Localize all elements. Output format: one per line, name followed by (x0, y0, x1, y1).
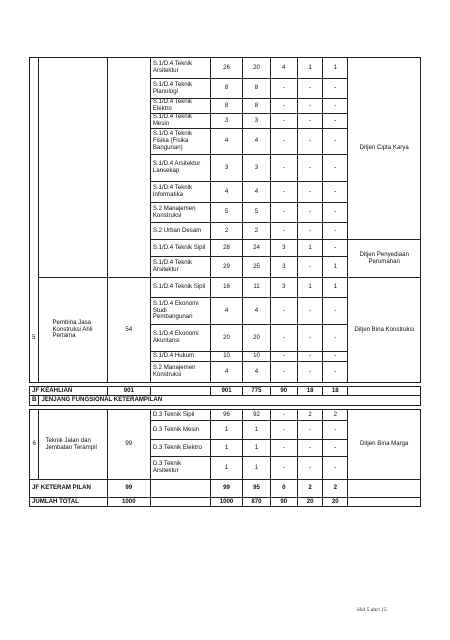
table-row: D.3 Teknik Arsitektur 1 1 - - - (30, 457, 421, 480)
group-5-number: 5 (32, 334, 36, 341)
table-row: S.1/D.4 Teknik Arsitektur 26 20 4 1 1 Ditjen Cipta Karya (30, 58, 421, 79)
table-row: S.1/D.4 Teknik Informatika 4 4 - - - (30, 182, 421, 203)
table-row: S.1/D.4 Hukum 10 10 - - - (30, 352, 421, 362)
table-row: S.2 Manajemen Konstruksi 4 4 - - - (30, 362, 421, 383)
table-row: S.1/D.4 Ekonomi Akuntansi 20 20 - - - (30, 325, 421, 352)
unit-kerja-cell: Ditjen Penyediaan Perumahan (348, 240, 421, 278)
table-row: S.1/D.4 Teknik Sipil 28 24 3 1 - Ditjen Penyediaan Perumahan (30, 240, 421, 257)
unit-kerja-cell: Ditjen Bina Konstruksi (348, 278, 421, 383)
group-name-cell: Teknik Jalan dan Jembatan Terampil (39, 410, 107, 480)
table-row: D.3 Teknik Elektro 1 1 - - - (30, 440, 421, 457)
jf-keahlian-row: JF KEAHLIAN 901 901 775 90 18 18 (30, 387, 421, 396)
table-row: S.1/D.4 Ekonomi Studi Pembangunan 4 4 - - - (30, 298, 421, 325)
summary-table (29, 386, 421, 507)
table-row: S.1/D.4 Teknik Elektro 8 8 - - - (30, 99, 421, 114)
table-row: S.1/D.4 Teknik Arsitektur 29 25 3 - 1 (30, 257, 421, 278)
table-row: S.1/D.4 Teknik Fisika (Fisika Bangunan) 4 4 - - - (30, 129, 421, 155)
group-name-cell: Pembina Jasa Konstruksi Ahli Pertama (39, 278, 107, 383)
table-row: S.1/D.4 Teknik Planologi 8 8 - - - (30, 79, 421, 99)
table-row: D.3 Teknik Mesin 1 1 - - - (30, 421, 421, 440)
table-row: Pembina Jasa Konstruksi Ahli Pertama 54 S.1/D.4 Teknik Sipil 16 11 3 1 1 Ditjen Bina Konstruksi (30, 278, 421, 298)
table-row: S.1/D.4 Teknik Mesin 3 3 - - - (30, 114, 421, 129)
jabatan-cell: S.1/D.4 Teknik Arsitektur (150, 58, 210, 79)
table-row: 6 Teknik Jalan dan Jembatan Terampil 99 D.3 Teknik Sipil 96 92 - 2 2 Ditjen Bina Marga (30, 410, 421, 421)
table-row: S.2 Urban Desain 2 2 - - - (30, 223, 421, 240)
page-number: Hal 5 dari 15 (357, 607, 387, 613)
unit-kerja-cell: Ditjen Bina Marga (348, 410, 421, 480)
table-row: S.1/D.4 Arsitektur Lansekap 3 3 - - - (30, 155, 421, 182)
formation-table (29, 57, 421, 383)
group-total-cell: 54 (107, 278, 150, 383)
section-b-row: B JENJANG FUNGSIONAL KETERAMPILAN (30, 396, 421, 406)
jf-keterampilan-row: JF KETERAM PILAN 99 99 95 0 2 2 (30, 480, 421, 498)
table-row: S.2 Manajemen Konstruksi 5 5 - - - (30, 203, 421, 223)
unit-kerja-cell: Ditjen Cipta Karya (348, 58, 421, 240)
jumlah-total-row: JUMLAH TOTAL 1000 1000 870 90 20 20 (30, 498, 421, 507)
